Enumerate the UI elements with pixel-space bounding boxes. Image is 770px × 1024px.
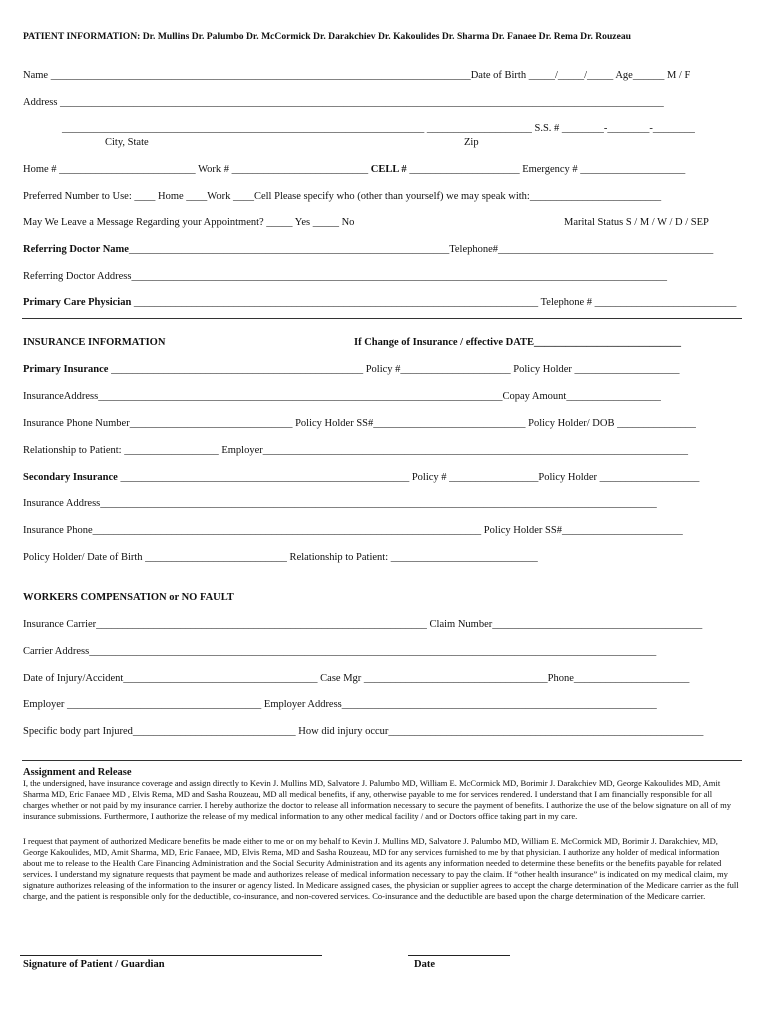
relationship-employer-field[interactable]: Relationship to Patient: __________________ Employer_________________________________________________________________________________ bbox=[23, 445, 688, 456]
employer-field[interactable]: Employer _____________________________________ Employer Address____________________________________________________________ bbox=[23, 699, 657, 710]
primary-insurance-lines[interactable]: ________________________________________________ Policy #_____________________ Policy Holder ____________________ bbox=[108, 364, 680, 375]
city-zip-ssn-field[interactable]: _____________________________________________________________________ ____________________ S.S. # ________-________-________ bbox=[62, 123, 695, 134]
referring-doctor-address-field[interactable]: Referring Doctor Address______________________________________________________________________________________________________ bbox=[23, 271, 667, 282]
address-field[interactable]: Address ___________________________________________________________________________________________________________________ bbox=[23, 97, 664, 108]
preferred-number-field[interactable]: Preferred Number to Use: ____ Home ____Work ____Cell Please specify who (other than yourself) we may speak with:_________________________ bbox=[23, 191, 662, 202]
marital-status-field[interactable]: Marital Status S / M / W / D / SEP bbox=[564, 217, 709, 228]
signature-label: Signature of Patient / Guardian bbox=[23, 959, 165, 970]
date-label: Date bbox=[414, 959, 435, 970]
signature-line[interactable] bbox=[20, 955, 322, 956]
phone-numbers-field[interactable] bbox=[23, 163, 685, 176]
cell-emergency-phone[interactable]: _____________________ Emergency # ____________________ bbox=[409, 164, 686, 175]
primary-insurance-label: Primary Insurance bbox=[23, 364, 109, 375]
carrier-address-field[interactable]: Carrier Address____________________________________________________________________________________________________________ bbox=[23, 646, 657, 657]
primary-care-physician-field[interactable] bbox=[23, 296, 736, 309]
primary-insurance-field[interactable] bbox=[23, 363, 680, 376]
insurance-phone-field[interactable]: Insurance Phone Number_______________________________ Policy Holder SS#_____________________________ Policy Holder/ DOB _______________ bbox=[23, 418, 696, 429]
assignment-divider bbox=[22, 760, 742, 761]
form-header-doctors: PATIENT INFORMATION: Dr. Mullins Dr. Palumbo Dr. McCormick Dr. Darakchiev Dr. Kakoulides Dr. Sharma Dr. Fanaee Dr. Rema Dr. Rouzeau bbox=[23, 31, 631, 42]
city-state-label: City, State bbox=[105, 137, 149, 148]
insurance-section-title: INSURANCE INFORMATION bbox=[23, 337, 166, 348]
pcp-label: Primary Care Physician bbox=[23, 297, 132, 308]
secondary-insurance-phone-field[interactable]: Insurance Phone__________________________________________________________________________ Policy Holder SS#_______________________ bbox=[23, 525, 683, 536]
referring-doctor-field[interactable] bbox=[23, 243, 713, 256]
referring-doctor-label: Referring Doctor Name bbox=[23, 244, 129, 255]
injury-date-field[interactable]: Date of Injury/Accident_____________________________________ Case Mgr ___________________________________Phone______________________ bbox=[23, 673, 690, 684]
home-work-phone[interactable]: Home # __________________________ Work # __________________________ bbox=[23, 164, 369, 175]
date-line[interactable] bbox=[408, 955, 510, 956]
secondary-insurance-field[interactable] bbox=[23, 471, 699, 484]
secondary-insurance-label: Secondary Insurance bbox=[23, 472, 118, 483]
leave-message-field[interactable]: May We Leave a Message Regarding your Appointment? _____ Yes _____ No bbox=[23, 217, 355, 228]
assignment-title: Assignment and Release bbox=[23, 767, 132, 778]
secondary-insurance-address-field[interactable]: Insurance Address__________________________________________________________________________________________________________ bbox=[23, 498, 657, 509]
workers-comp-title: WORKERS COMPENSATION or NO FAULT bbox=[23, 592, 234, 603]
pcp-lines[interactable]: _____________________________________________________________________________ Telephone # ___________________________ bbox=[131, 297, 737, 308]
insurance-change-date-field[interactable]: If Change of Insurance / effective DATE____________________________ bbox=[354, 337, 682, 348]
assignment-paragraph-1: I, the undersigned, have insurance coverage and assign directly to Kevin J. Mullins MD, Salvatore J. Palumbo MD, William E. McCormick MD, Borimir J. Darakchiev MD, George Kakoulides MD, Amit Sharma MD, Eric Fanaee MD , Elvis Rema, MD and Sasha Rouzeau, MD all medical benefits, if any, otherwise payable to me for services rendered. I understand that I am financially responsible for all charges whether or not paid by my insurance carrier. I hereby authorize the doctor to release all information necessary to secure the payment of benefits. I authorize the use of the below signature on all of my insurance submissions. Furthermore, I authorize the release of my medical information to any other medical facility / and or Doctors office taking part in my care. bbox=[23, 778, 732, 822]
section-divider bbox=[22, 318, 742, 319]
insurance-address-field[interactable]: InsuranceAddress_____________________________________________________________________________Copay Amount__________________ bbox=[23, 391, 661, 402]
secondary-insurance-lines[interactable]: _______________________________________________________ Policy # _________________Policy Holder ___________________ bbox=[117, 472, 700, 483]
cell-label: CELL # bbox=[370, 164, 407, 175]
policy-holder-dob-field[interactable]: Policy Holder/ Date of Birth ___________________________ Relationship to Patient: ____________________________ bbox=[23, 552, 538, 563]
referring-doctor-lines[interactable]: _____________________________________________________________Telephone#_________________________________________ bbox=[128, 244, 714, 255]
zip-label: Zip bbox=[464, 137, 479, 148]
patient-name-field[interactable]: Name ________________________________________________________________________________Date of Birth _____/_____/_____ Age______ M / F bbox=[23, 70, 691, 81]
insurance-carrier-field[interactable]: Insurance Carrier_______________________________________________________________ Claim Number________________________________________ bbox=[23, 619, 703, 630]
assignment-paragraph-2: I request that payment of authorized Medicare benefits be made either to me or on my behalf to Kevin J. Mullins MD, Salvatore J. Palumbo MD, William E. McCormick MD, Borimir J. Darakchiev, MD, George Kakoulides, MD, Amit Sharma, MD, Eric Fanaee, MD, Elvis Rema, MD and Sasha Rouzeau, MD for any services furnished to me by that physician. I authorize any holder of medical information about me to release to the Health Care Financing Administration and the Social Security Administration and its agents any information needed to determine these benefits or the benefits payable for related services. I understand my signature requests that payment be made and authorizes release of medical information necessary to pay the claim. If “other health insurance” is indicated on my medical claim, my signature authorizes releasing of the information to the insurer or agency listed. In Medicare assigned cases, the physician or supplier agrees to accept the charge determination of the Medicare carrier as the full charge, and the patient is responsible only for the deductible, co-insurance, and non-covered services. Co-insurance and the deductible are based upon the charge determination of the Medicare carrier. bbox=[23, 836, 739, 902]
body-part-field[interactable]: Specific body part Injured_______________________________ How did injury occur____________________________________________________________ bbox=[23, 726, 704, 737]
